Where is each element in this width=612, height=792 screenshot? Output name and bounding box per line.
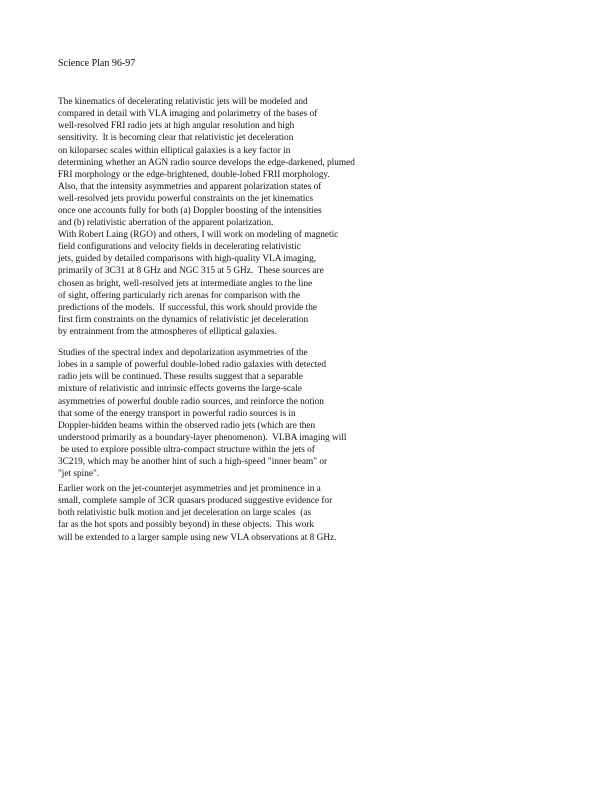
text-line: of sight, offering particularly rich arenas for comparison with the (58, 290, 300, 301)
text-line: field configurations and velocity fields in decelerating relativistic (58, 242, 301, 253)
text-line: Also, that the intensity asymmetries and apparent polarization states of (58, 181, 322, 192)
text-line: by entrainment from the atmospheres of elliptical galaxies. (58, 327, 277, 338)
text-line: determining whether an AGN radio source develops the edge-darkened, plumed (58, 157, 355, 168)
text-line: will be extended to a larger sample using new VLA observations at 8 GHz. (58, 532, 337, 543)
text-line: radio jets will be continued. These results suggest that a separable (58, 372, 303, 383)
text-line: The kinematics of decelerating relativistic jets will be modeled and (58, 97, 308, 107)
text-line: "jet spine". (58, 469, 100, 480)
text-line: first firm constraints on the dynamics of relativistic jet deceleration (58, 314, 309, 325)
text-line: jets, guided by detailed comparisons with high-quality VLA imaging, (58, 254, 317, 265)
document-header: Science Plan 96-97 (58, 58, 136, 69)
text-line: Doppler-hidden beams within the observed radio jets (which are then (58, 420, 316, 431)
text-line: primarily of 3C31 at 8 GHz and NGC 315 at 5 GHz. These sources are (58, 266, 324, 277)
text-line: and (b) relativistic aberration of the apparent polarization. (58, 218, 274, 229)
text-line: sensitivity. It is becoming clear that relativistic jet deceleration (58, 133, 294, 144)
text-line: far as the hot spots and possibly beyond) in these objects. This work (58, 520, 314, 531)
text-line: that some of the energy transport in powerful radio sources is in (58, 408, 296, 419)
paragraph-jet-kinematics (58, 96, 355, 230)
text-line: asymmetries of powerful double radio sources, and reinforce the notion (58, 396, 324, 407)
text-line: lobes in a sample of powerful double-lobed radio galaxies with detected (58, 360, 326, 371)
text-line: Earlier work on the jet-counterjet asymmetries and jet prominence in a (58, 484, 321, 494)
text-line: With Robert Laing (RGO) and others, I will work on modeling of magnetic (58, 230, 339, 240)
text-line: both relativistic bulk motion and jet deceleration on large scales (as (58, 508, 312, 519)
text-line: once one accounts fully for both (a) Doppler boosting of the intensities (58, 206, 322, 217)
text-line: on kiloparsec scales within elliptical galaxies is a key factor in (58, 145, 291, 156)
text-line: Studies of the spectral index and depolarization asymmetries of the (58, 348, 308, 358)
text-line: understood primarily as a boundary-layer phenomenon). VLBA imaging will (58, 432, 347, 443)
paragraph-modeling-collaboration (58, 229, 338, 338)
text-line: mixture of relativistic and intrinsic effects governs the large-scale (58, 384, 302, 395)
text-line: small, complete sample of 3CR quasars produced suggestive evidence for (58, 496, 333, 507)
text-line: compared in detail with VLA imaging and polarimetry of the bases of (58, 109, 318, 120)
text-line: 3C219, which may be another hint of such a high-speed "inner beam" or (58, 457, 328, 468)
paragraph-spectral-index-studies (58, 347, 347, 481)
text-line: FRI morphology or the edge-brightened, double-lobed FRII morphology. (58, 169, 330, 180)
text-line: well-resolved FRI radio jets at high angular resolution and high (58, 121, 295, 132)
paragraph-quasar-sample (58, 483, 337, 544)
text-line: predictions of the models. If successful, this work should provide the (58, 302, 317, 313)
text-line: well-resolved jets providu powerful constraints on the jet kinematics (58, 194, 314, 205)
text-line: chosen as bright, well-resolved jets at intermediate angles to the line (58, 278, 313, 289)
text-line: be used to explore possible ultra-compact structure within the jets of (58, 445, 315, 456)
